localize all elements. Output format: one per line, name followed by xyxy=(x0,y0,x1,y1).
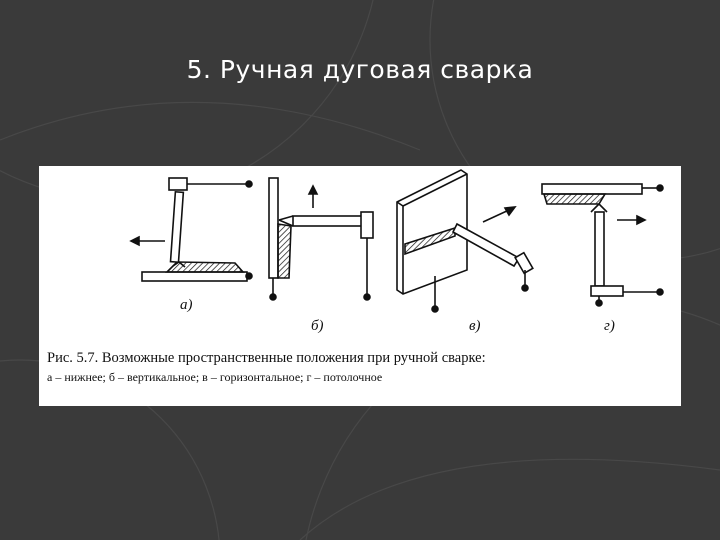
panel-a-flat-position xyxy=(131,178,252,281)
panel-label-b: б) xyxy=(311,318,324,334)
panel-b-vertical-position xyxy=(269,178,373,300)
figure-caption-legend: а – нижнее; б – вертикальное; в – горизонтальное; г – потолочное xyxy=(47,370,383,384)
welding-figure xyxy=(39,166,681,406)
panel-g-overhead-position xyxy=(542,184,663,306)
panel-label-v: в) xyxy=(469,318,481,334)
figure-caption: Рис. 5.7. Возможные пространственные положения при ручной сварке: xyxy=(47,350,486,366)
panel-v-horizontal-position xyxy=(397,170,533,312)
panel-label-a: а) xyxy=(180,297,193,313)
panel-label-g: г) xyxy=(604,318,615,334)
slide-title: 5. Ручная дуговая сварка xyxy=(186,55,534,84)
